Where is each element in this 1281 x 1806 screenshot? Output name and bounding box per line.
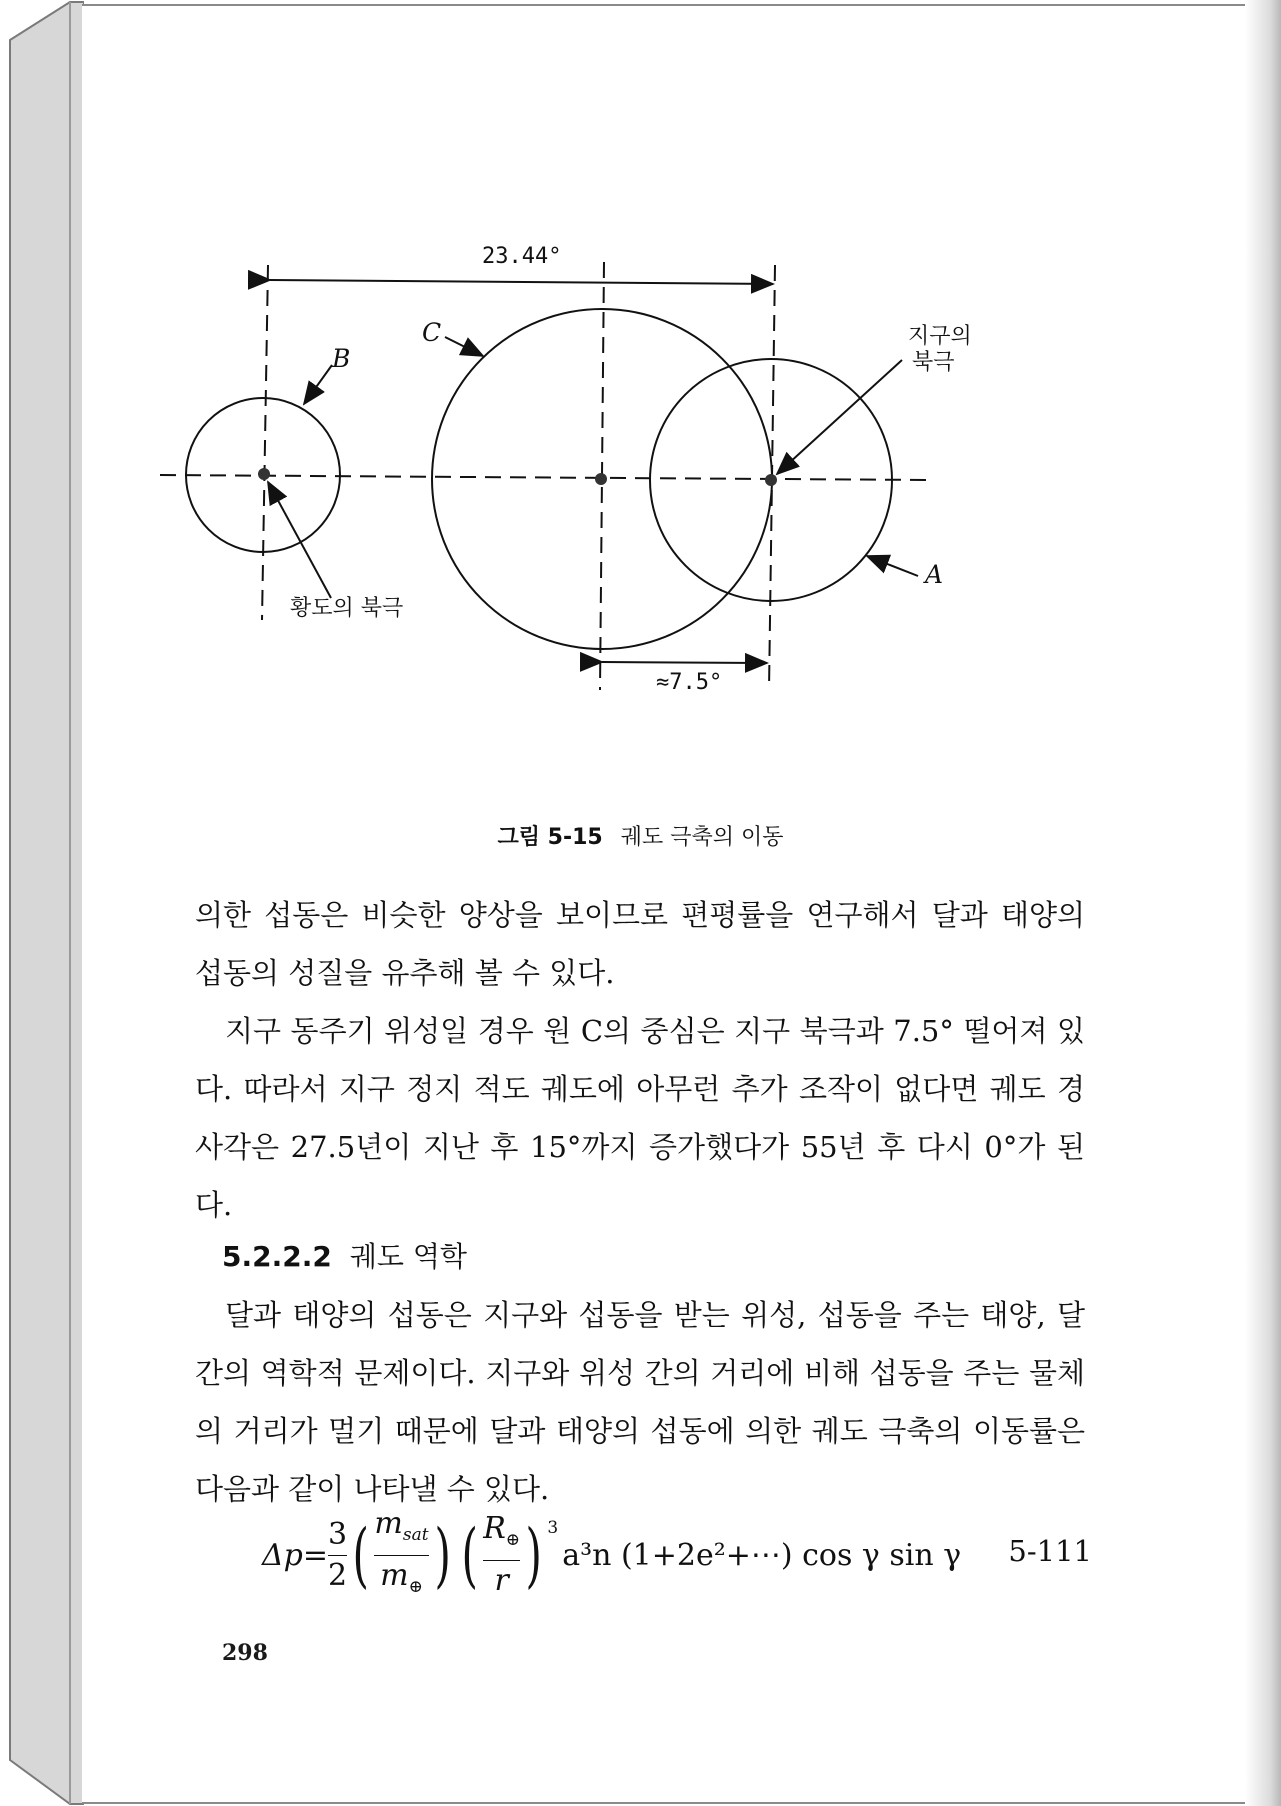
earth-pole-dot xyxy=(765,474,777,486)
pointer-c xyxy=(445,337,483,356)
eq-frac3-den: r xyxy=(494,1563,509,1598)
horizontal-axis xyxy=(160,475,930,480)
eq-frac1-den: 2 xyxy=(328,1557,348,1593)
angle-23-44-label: 23.44° xyxy=(482,244,562,269)
eq-frac-radius xyxy=(483,1509,520,1601)
book-spine xyxy=(0,0,84,1806)
earth-pole-label-line1: 지구의 xyxy=(908,324,972,349)
eq-frac3-num-sub: ⊕ xyxy=(505,1530,521,1550)
ecliptic-pole-dot xyxy=(258,468,270,480)
caption-number: 그림 5-15 xyxy=(497,825,603,850)
equation-5-111: Δp= $\frac{3}{2}$ ( $\frac{m_{sat}}{m_\oplus}$ ) ( $\frac{R_\oplus}{r}$ ) $^3$ a³n (1+2e²+⋯) cos γ sin γ 5-111 xyxy=(262,1500,1092,1610)
pointer-a xyxy=(867,556,918,576)
circle-c-center-dot xyxy=(595,473,607,485)
eq-frac1-num: 3 xyxy=(328,1516,348,1552)
paragraph-block-1 xyxy=(195,886,1085,1234)
paragraph-1: 의한 섭동은 비슷한 양상을 보이므로 편평률을 연구해서 달과 태양의 섭동의 성질을 유추해 볼 수 있다. xyxy=(195,898,1085,990)
eq-tail: a³n (1+2e²+⋯) cos γ sin γ xyxy=(562,1537,962,1573)
eq-frac2-num: m xyxy=(374,1505,403,1541)
paragraph-2: 지구 동주기 위성일 경우 원 C의 중심은 지구 북극과 7.5° 떨어져 있다. 따라서 지구 정지 적도 궤도에 아무런 추가 조작이 없다면 궤도 경사각은 27.5년이 지난 후 15°까지 증가했다가 55년 후 다시 0°가 된다. xyxy=(195,1014,1085,1222)
pointer-earth-pole xyxy=(777,360,902,474)
eq-frac2-num-sub: sat xyxy=(402,1524,429,1545)
paragraph-3: 달과 태양의 섭동은 지구와 섭동을 받는 위성, 섭동을 주는 태양, 달 간의 역학적 문제이다. 지구와 위성 간의 거리에 비해 섭동을 주는 물체의 거리가 멀기 때문에 달과 태양의 섭동에 의한 궤도 극축의 이동률은 다음과 같이 나타낼 수 있다. xyxy=(195,1298,1085,1506)
section-title: 궤도 역학 xyxy=(349,1240,467,1273)
eq-exponent: 3 xyxy=(547,1518,559,1538)
dimension-23-44 xyxy=(270,280,773,284)
eq-frac2-den-sub: ⊕ xyxy=(408,1576,423,1597)
circle-b-label: B xyxy=(332,344,351,373)
page-number: 298 xyxy=(222,1640,268,1666)
ecliptic-pole-label: 황도의 북극 xyxy=(290,596,404,621)
pointer-ecliptic-pole xyxy=(268,482,331,598)
eq-frac3-num: R xyxy=(483,1511,506,1546)
paragraph-block-2 xyxy=(195,1286,1085,1518)
section-heading xyxy=(222,1235,467,1275)
dimension-7-5 xyxy=(602,662,767,663)
figure-caption xyxy=(0,820,1281,851)
eq-frac-mass xyxy=(374,1504,428,1607)
vertical-line-ecliptic xyxy=(262,265,268,620)
equation-number: 5-111 xyxy=(1008,1534,1092,1568)
angle-7-5-label: ≈7.5° xyxy=(656,670,723,695)
eq-frac2-den: m xyxy=(380,1557,409,1593)
earth-pole-label-line2: 북극 xyxy=(912,350,955,375)
eq-frac-3-2 xyxy=(328,1515,347,1596)
circle-a-label: A xyxy=(925,560,944,589)
circle-c-label: C xyxy=(422,318,442,347)
eq-lhs: Δp= xyxy=(262,1537,329,1573)
page-edge-shadow xyxy=(1245,0,1281,1806)
section-number: 5.2.2.2 xyxy=(222,1240,332,1273)
caption-title: 궤도 극축의 이동 xyxy=(620,825,784,850)
pointer-b xyxy=(304,365,332,404)
figure-orbit-pole-motion xyxy=(160,244,1120,810)
